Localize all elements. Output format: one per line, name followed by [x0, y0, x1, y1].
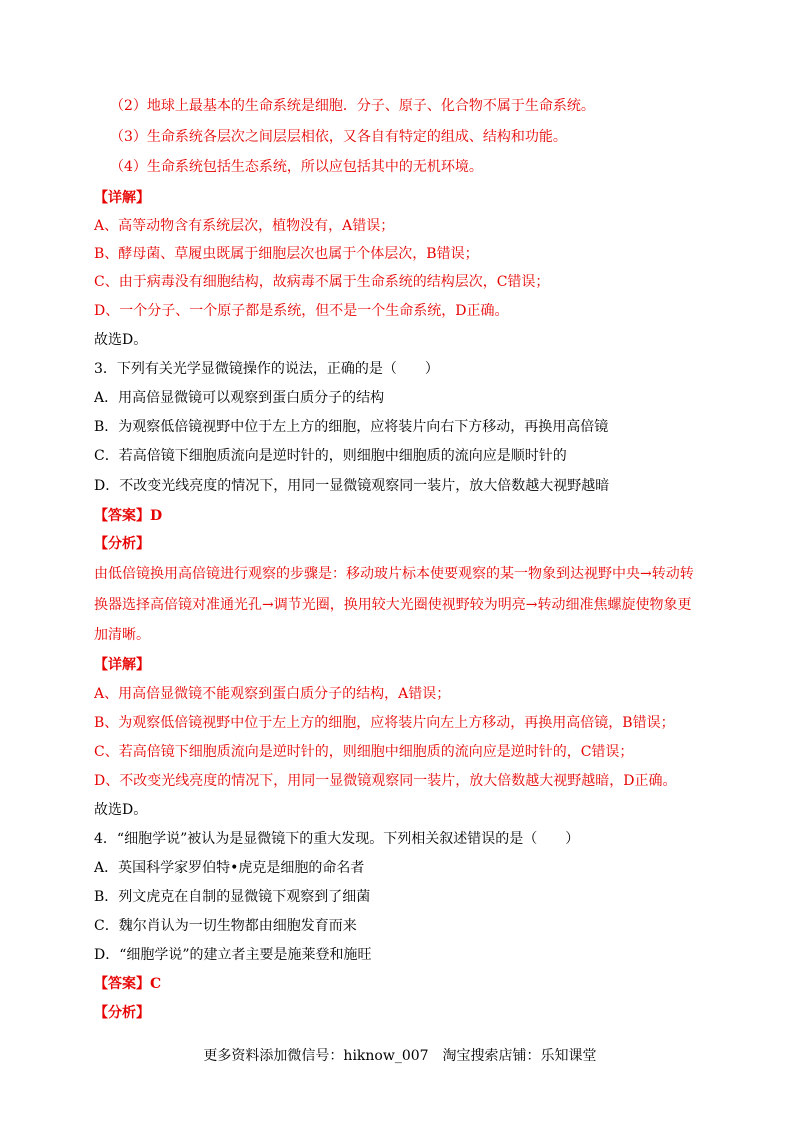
q4-option-c: C．魏尔肖认为一切生物都由细胞发育而来 [94, 918, 357, 934]
q3-detail-b: B、为观察低倍镜视野中位于左上方的细胞，应将装片向左上方移动，再换用高倍镜，B错误； [94, 715, 675, 731]
q3-analysis-tag: 【分析】 [94, 536, 150, 552]
q4-analysis-tag: 【分析】 [94, 1005, 150, 1021]
q3-option-b: B．为观察低倍镜视野中位于左上方的细胞，应将装片向右下方移动，再换用高倍镜 [94, 419, 609, 435]
q3-analysis-line-1: 由低倍镜换用高倍镜进行观察的步骤是：移动玻片标本使要观察的某一物象到达视野中央→转动转 [94, 566, 694, 582]
q4-answer: 【答案】C [94, 976, 162, 992]
q2-point-4: （4）生命系统包括生态系统，所以应包括其中的无机环境。 [110, 159, 483, 175]
q3-detail-a: A、用高倍显微镜不能观察到蛋白质分子的结构，A错误； [94, 686, 451, 702]
q3-choose: 故选D。 [94, 802, 148, 818]
q3-detail-c: C、若高倍镜下细胞质流向是逆时针的，则细胞中细胞质的流向应是逆时针的，C错误； [94, 744, 634, 760]
q3-analysis-line-2: 换器选择高倍镜对准通光孔→调节光圈，换用较大光圈使视野较为明亮→转动细准焦螺旋使物象更 [94, 597, 692, 613]
q3-answer: 【答案】D [94, 508, 163, 524]
page-footer: 更多资料添加微信号：hiknow_007 淘宝搜索店铺：乐知课堂 [203, 1048, 597, 1064]
q2-point-2: （2）地球上最基本的生命系统是细胞．分子、原子、化合物不属于生命系统。 [110, 98, 595, 114]
q4-stem: 4．“细胞学说”被认为是显微镜下的重大发现。下列相关叙述错误的是（ ） [94, 831, 580, 847]
q2-detail-b: B、酵母菌、草履虫既属于细胞层次也属于个体层次，B错误； [94, 246, 479, 262]
q3-detail-tag: 【详解】 [94, 657, 150, 673]
q3-option-c: C．若高倍镜下细胞质流向是逆时针的，则细胞中细胞质的流向应是顺时针的 [94, 448, 567, 464]
q3-option-d: D．不改变光线亮度的情况下，用同一显微镜观察同一装片，放大倍数越大视野越暗 [94, 478, 610, 494]
q2-detail-a: A、高等动物含有系统层次，植物没有，A错误； [94, 218, 395, 234]
q3-stem: 3．下列有关光学显微镜操作的说法，正确的是（ ） [94, 361, 439, 377]
q2-detail-d: D、一个分子、一个原子都是系统，但不是一个生命系统，D正确。 [94, 303, 509, 319]
q3-analysis-line-3: 加清晰。 [94, 627, 150, 643]
q2-detail-c: C、由于病毒没有细胞结构，故病毒不属于生命系统的结构层次，C错误； [94, 274, 550, 290]
q4-option-a: A．英国科学家罗伯特•虎克是细胞的命名者 [94, 860, 365, 876]
q3-option-a: A．用高倍显微镜可以观察到蛋白质分子的结构 [94, 390, 385, 406]
q4-option-b: B．列文虎克在自制的显微镜下观察到了细菌 [94, 889, 371, 905]
q2-choose: 故选D。 [94, 332, 148, 348]
q4-option-d: D．“细胞学说”的建立者主要是施莱登和施旺 [94, 947, 372, 963]
q3-detail-d: D、不改变光线亮度的情况下，用同一显微镜观察同一装片，放大倍数越大视野越暗，D正确。 [94, 773, 677, 789]
q2-detail-tag: 【详解】 [94, 190, 150, 206]
q2-point-3: （3）生命系统各层次之间层层相依，又各自有特定的组成、结构和功能。 [110, 129, 567, 145]
